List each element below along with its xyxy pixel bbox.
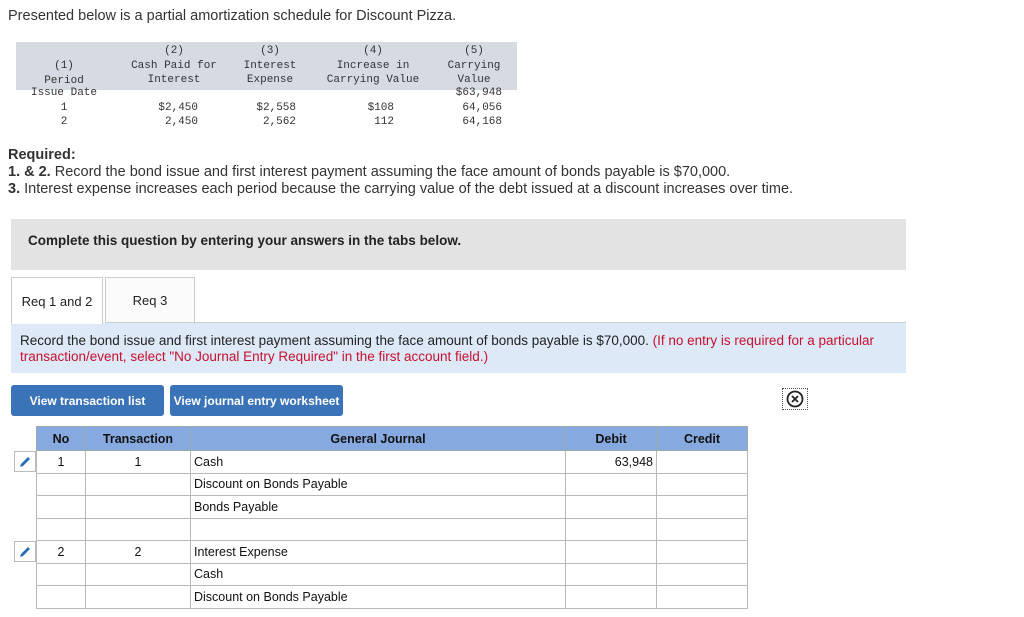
schedule-interest: $2,558 (256, 101, 296, 114)
tab-req-1-and-2[interactable]: Req 1 and 2 (11, 277, 103, 324)
journal-credit[interactable] (657, 496, 748, 519)
journal-account[interactable]: Interest Expense (191, 541, 566, 564)
journal-credit[interactable] (657, 541, 748, 564)
instruction-banner-text: Complete this question by entering your answers in the tabs below. (28, 233, 462, 248)
journal-debit[interactable] (566, 541, 657, 564)
required-line-2-label: 3. (8, 181, 21, 197)
col3-label-1: Interest (243, 59, 297, 72)
schedule-period: Issue Date (30, 87, 97, 99)
question-note: (If no entry is required for a particular transaction/event, select "No Journal Entry Required" in the first account field.) (20, 333, 874, 364)
schedule-period: 1 (60, 101, 68, 114)
journal-row (37, 541, 748, 564)
col2-label-1: Cash Paid for (131, 59, 217, 72)
edit-entry-1-pencil-icon[interactable] (14, 451, 36, 472)
journal-account[interactable]: Bonds Payable (191, 496, 566, 519)
required-line-1 (8, 164, 730, 180)
schedule-cash: $2,450 (158, 101, 198, 114)
header-transaction: Transaction (86, 427, 191, 451)
close-icon[interactable] (782, 388, 808, 410)
schedule-header-col2 (120, 44, 228, 88)
schedule-interest: 2,562 (262, 116, 296, 128)
journal-transaction (86, 563, 191, 586)
journal-account[interactable]: Cash (191, 451, 566, 474)
schedule-carrying: 64,168 (462, 116, 502, 128)
col4-label-1: Increase in (336, 59, 410, 72)
close-circle-icon (786, 390, 804, 408)
journal-transaction (86, 586, 191, 609)
required-heading: Required: (8, 147, 76, 163)
col4-label-2: Carrying Value (326, 74, 420, 86)
journal-transaction: 1 (86, 451, 191, 474)
instruction-banner (11, 219, 906, 270)
required-line-1-label: 1. & 2. (8, 164, 51, 180)
intro-text: Presented below is a partial amortization schedule for Discount Pizza. (8, 8, 457, 24)
journal-row (37, 451, 748, 474)
journal-account[interactable] (191, 518, 566, 541)
journal-no (37, 586, 86, 609)
question-text (20, 333, 890, 365)
journal-table (36, 426, 748, 609)
journal-row (37, 586, 748, 609)
journal-no: 2 (37, 541, 86, 564)
journal-header-row (37, 427, 748, 451)
schedule-period: 2 (60, 116, 68, 128)
journal-transaction (86, 473, 191, 496)
schedule-cash: 2,450 (164, 116, 198, 128)
tab-req-3[interactable]: Req 3 (105, 277, 195, 323)
pencil-icon (18, 455, 32, 469)
schedule-header-col1 (20, 59, 108, 88)
col1-label: Period (44, 74, 84, 87)
journal-debit[interactable] (566, 496, 657, 519)
schedule-header-col3 (234, 44, 306, 88)
question-instruction: Record the bond issue and first interest payment assuming the face amount of bonds payable is $70,000. (20, 333, 653, 348)
journal-debit[interactable] (566, 518, 657, 541)
journal-debit[interactable]: 63,948 (566, 451, 657, 474)
col5-label-2: Value (457, 74, 491, 86)
col1-num: (1) (54, 60, 74, 72)
journal-transaction (86, 496, 191, 519)
journal-debit[interactable] (566, 473, 657, 496)
journal-transaction: 2 (86, 541, 191, 564)
col2-label-2: Interest (147, 74, 201, 86)
journal-debit[interactable] (566, 586, 657, 609)
header-debit: Debit (566, 427, 657, 451)
journal-account[interactable]: Discount on Bonds Payable (191, 473, 566, 496)
header-credit: Credit (657, 427, 748, 451)
col2-num: (2) (164, 45, 184, 57)
question-panel (11, 323, 906, 373)
required-line-2 (8, 181, 793, 197)
journal-debit[interactable] (566, 563, 657, 586)
journal-credit[interactable] (657, 451, 748, 474)
pencil-icon (18, 545, 32, 559)
col4-num: (4) (363, 45, 383, 57)
required-line-2-text: Interest expense increases each period because the carrying value of the debt issued at a discount increases over time. (20, 181, 794, 197)
journal-no (37, 563, 86, 586)
journal-row (37, 518, 748, 541)
col3-label-2: Expense (246, 74, 294, 86)
journal-credit[interactable] (657, 518, 748, 541)
schedule-header-col5 (440, 44, 508, 88)
journal-account[interactable]: Discount on Bonds Payable (191, 586, 566, 609)
journal-no (37, 518, 86, 541)
col3-num: (3) (260, 45, 280, 57)
journal-account[interactable]: Cash (191, 563, 566, 586)
header-general-journal: General Journal (191, 427, 566, 451)
schedule-carrying: 64,056 (462, 101, 502, 114)
view-transaction-list-button[interactable]: View transaction list (11, 385, 164, 416)
journal-row (37, 473, 748, 496)
col5-num: (5) (464, 45, 484, 57)
schedule-increase: $108 (367, 101, 394, 114)
journal-no (37, 496, 86, 519)
amortization-schedule (16, 42, 517, 132)
journal-credit[interactable] (657, 563, 748, 586)
journal-no (37, 473, 86, 496)
schedule-increase: 112 (374, 116, 394, 128)
edit-entry-2-pencil-icon[interactable] (14, 541, 36, 562)
journal-credit[interactable] (657, 473, 748, 496)
header-no: No (37, 427, 86, 451)
journal-no: 1 (37, 451, 86, 474)
journal-row (37, 563, 748, 586)
journal-transaction (86, 518, 191, 541)
col5-label-1: Carrying (447, 59, 501, 72)
schedule-carrying: $63,948 (455, 87, 502, 99)
required-line-1-text: Record the bond issue and first interest payment assuming the face amount of bonds payable is $70,000. (50, 164, 731, 180)
journal-row (37, 496, 748, 519)
journal-credit[interactable] (657, 586, 748, 609)
view-journal-entry-worksheet-button[interactable]: View journal entry worksheet (170, 385, 343, 416)
schedule-header-col4 (316, 44, 430, 88)
